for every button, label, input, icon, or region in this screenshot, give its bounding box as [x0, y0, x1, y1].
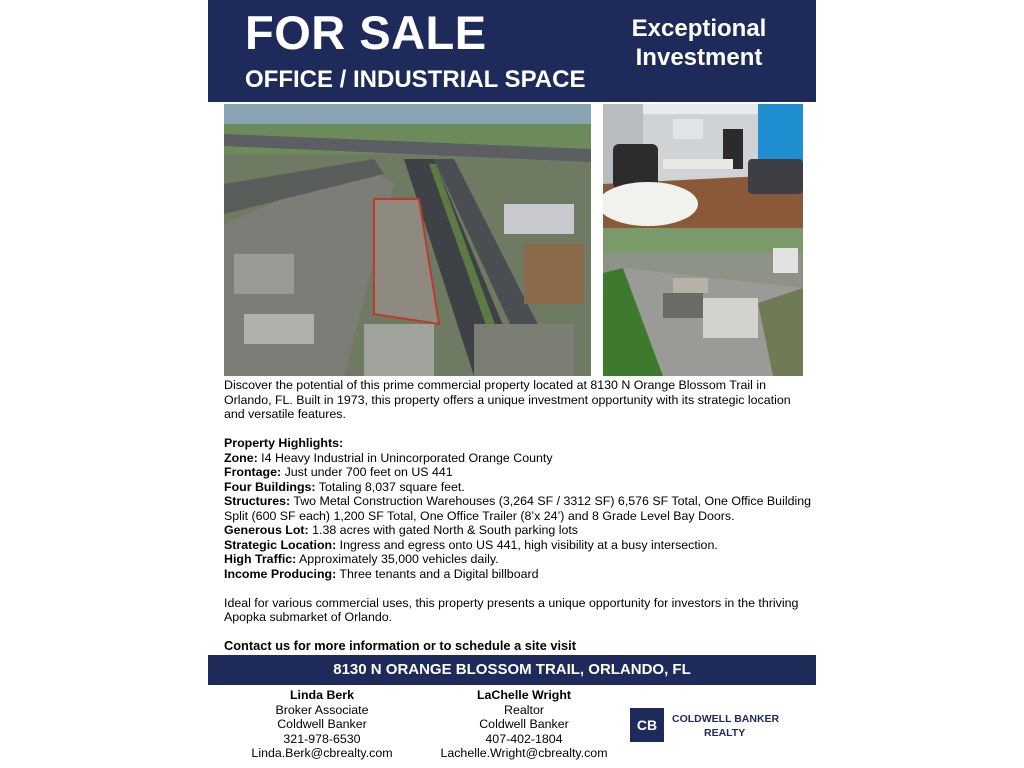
- agent-email[interactable]: Linda.Berk@cbrealty.com: [251, 746, 393, 761]
- agent-card-linda-berk: [222, 688, 422, 761]
- highlight-item: Four Buildings: Totaling 8,037 square feet.: [224, 479, 465, 494]
- cb-logo-text: COLDWELL BANKER REALTY: [672, 713, 780, 739]
- contact-line: Contact us for more information or to schedule a site visit: [224, 638, 576, 653]
- highlight-item: Income Producing: Three tenants and a Digital billboard: [224, 566, 539, 581]
- agent-phone: 407-402-1804: [485, 731, 563, 746]
- agent-company: Coldwell Banker: [277, 717, 367, 732]
- page-title: FOR SALE: [245, 6, 487, 59]
- badge-line-2: Investment: [635, 44, 763, 71]
- office-interior-photo: [603, 104, 803, 228]
- property-description: [224, 378, 814, 654]
- agent-name: LaChelle Wright: [476, 688, 572, 702]
- agent-email[interactable]: Lachelle.Wright@cbrealty.com: [440, 746, 608, 761]
- cb-logo-icon: CB: [630, 708, 664, 742]
- agent-title: Realtor: [504, 702, 544, 717]
- intro-paragraph: Discover the potential of this prime commercial property located at 8130 N Orange Blossom Trail in Orlando, FL. Built in 1973, this property offers a unique investment opportunity with its strategic location and versatile features.: [224, 378, 791, 421]
- coldwell-banker-logo: [630, 708, 800, 744]
- aerial-photo: [224, 104, 591, 376]
- highlight-item: High Traffic: Approximately 35,000 vehicles daily.: [224, 552, 499, 566]
- highlight-item: Strategic Location: Ingress and egress onto US 441, high visibility at a busy intersection.: [224, 537, 718, 552]
- badge-line-1: Exceptional: [631, 15, 767, 42]
- agent-name: Linda Berk: [289, 688, 355, 702]
- closing-paragraph: Ideal for various commercial uses, this property presents a unique opportunity for investors in the thriving Apopka submarket of Orlando.: [224, 595, 799, 624]
- highlights-heading: Property Highlights:: [224, 436, 344, 450]
- page-subtitle: OFFICE / INDUSTRIAL SPACE: [245, 66, 586, 93]
- agent-card-lachelle-wright: [424, 688, 624, 761]
- investment-badge: [624, 14, 774, 72]
- aerial-closeup-photo: [603, 228, 803, 376]
- agent-company: Coldwell Banker: [479, 717, 569, 732]
- highlight-item: Generous Lot: 1.38 acres with gated North & South parking lots: [224, 523, 578, 537]
- highlight-item: Zone: I4 Heavy Industrial in Unincorporated Orange County: [224, 450, 553, 465]
- header-banner: [208, 0, 816, 102]
- highlight-item: Structures: Two Metal Construction Warehouses (3,264 SF / 3312 SF) 6,576 SF Total, One Office Building Split (600 SF each) 1,200 SF Total, One Office Trailer (8’x 24’) and 8 Grade Level Bay Doors.: [224, 494, 812, 523]
- highlight-item: Frontage: Just under 700 feet on US 441: [224, 465, 453, 479]
- agent-phone: 321-978-6530: [283, 731, 361, 746]
- address-bar: 8130 N ORANGE BLOSSOM TRAIL, ORLANDO, FL: [208, 655, 816, 685]
- agent-title: Broker Associate: [275, 702, 369, 717]
